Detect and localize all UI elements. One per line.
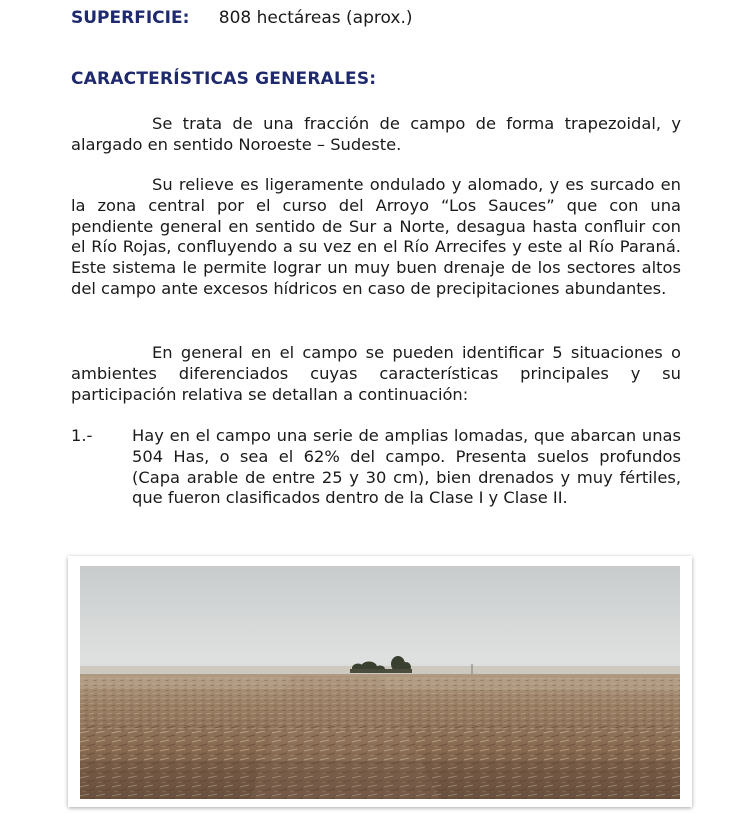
photo-frame bbox=[68, 556, 692, 807]
paragraph-ambientes: En general en el campo se pueden identificar 5 situaciones o ambientes diferenciados cuyas características principales y su participación relativa se detallan a continuación: bbox=[71, 343, 681, 404]
list-item-text: Hay en el campo una serie de amplias lomadas, que abarcan unas 504 Has, o sea el 62% del campo. Presenta suelos profundos (Capa arable de entre 25 y 30 cm), bien drenados y muy fértiles, que fueron clasificados dentro de la Clase I y Clase II. bbox=[132, 426, 681, 508]
superficie-value: 808 hectáreas (aprox.) bbox=[218, 8, 413, 28]
paragraph-relieve: Su relieve es ligeramente ondulado y alomado, y es surcado en la zona central por el curso del Arroyo “Los Sauces” que con una pendiente general en sentido de Sur a Norte, desagua hasta confluir con el Río Rojas, confluyendo a su vez en el Río Arrecifes y este al Río Paraná. Este sistema le permite lograr un muy buen drenaje de los sectores altos del campo ante excesos hídricos en caso de precipitaciones abundantes. bbox=[71, 175, 681, 298]
stubble-far bbox=[80, 678, 680, 733]
sky bbox=[80, 566, 680, 678]
field-landscape-photo bbox=[80, 566, 680, 799]
section-heading: CARACTERÍSTICAS GENERALES: bbox=[71, 69, 377, 89]
paragraph-forma: Se trata de una fracción de campo de forma trapezoidal, y alargado en sentido Noroeste – Sudeste. bbox=[71, 114, 681, 154]
superficie-label: SUPERFICIE: bbox=[71, 8, 190, 28]
field-landscape-image bbox=[80, 566, 680, 799]
list-item-number: 1.- bbox=[71, 426, 93, 445]
superficie-line bbox=[71, 8, 412, 28]
